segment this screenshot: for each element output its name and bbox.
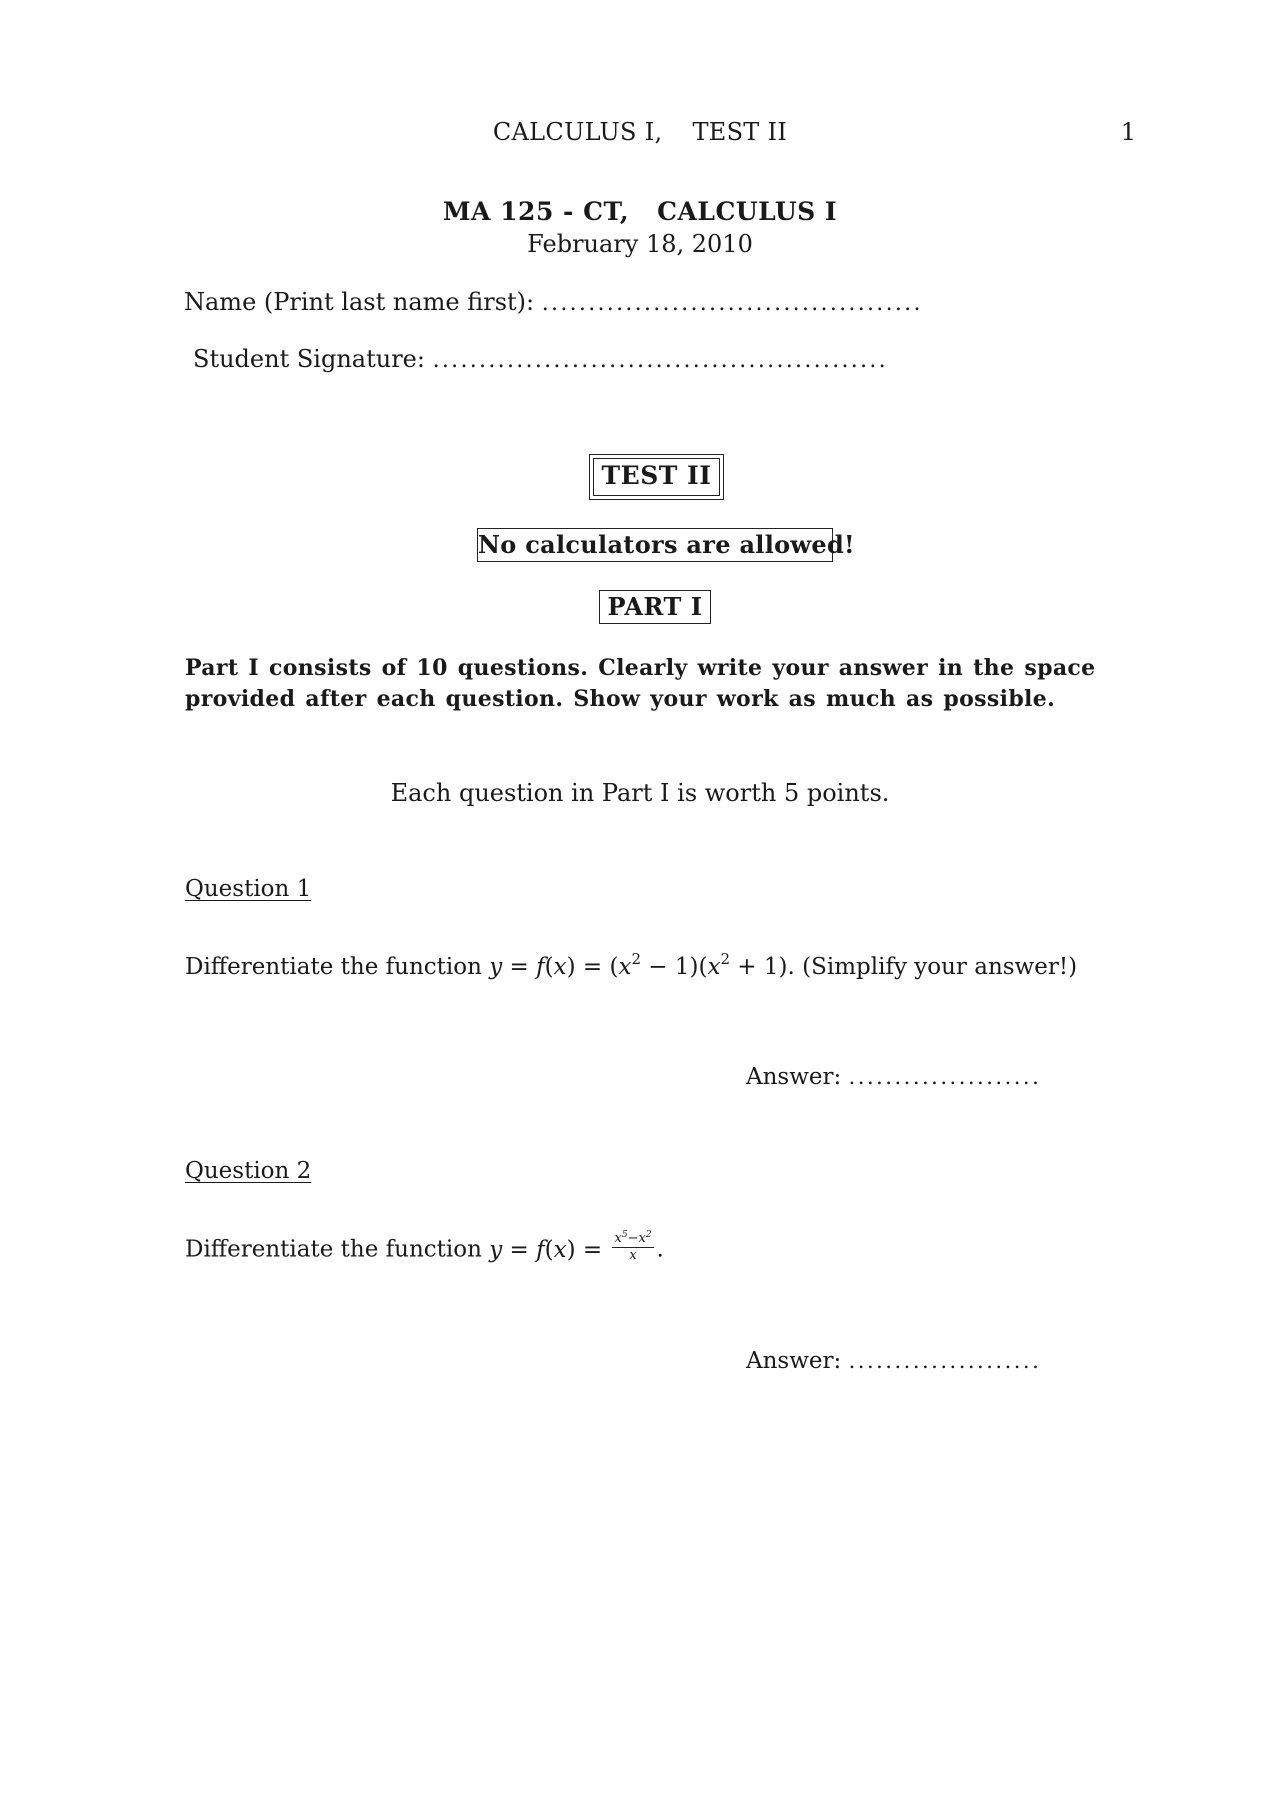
answer-label: Answer: <box>746 1348 842 1374</box>
test-title: TEST II <box>593 458 720 496</box>
name-dotted-line[interactable]: ......................................... <box>541 291 923 316</box>
answer-label: Answer: <box>746 1064 842 1090</box>
question-2-text <box>185 1230 664 1266</box>
part-label: PART I <box>599 590 711 624</box>
question-1-formula: $y = f(x) = (x^2 - 1)(x^2 + 1)$ <box>489 950 788 980</box>
signature-label: Student Signature: <box>193 345 425 373</box>
answer-dotted-line[interactable]: ..................... <box>848 1349 1042 1373</box>
calculator-notice: No calculators are allowed! <box>477 528 833 562</box>
question-2-formula: y = f(x) = $\frac{x^5-x^2}{x}$ <box>489 1230 652 1263</box>
fraction: $\frac{x^5-x^2}{x}$ <box>614 1230 652 1263</box>
question-1-heading: Question 1 <box>185 876 312 902</box>
question-1-prompt: Differentiate the function <box>185 954 482 980</box>
question-1-answer[interactable] <box>746 1064 1041 1090</box>
course-code: MA 125 - CT, <box>442 197 630 226</box>
course-title <box>0 197 1280 226</box>
question-1-suffix: . (Simplify your answer!) <box>787 954 1078 980</box>
running-header <box>0 118 1280 146</box>
exam-date: February 18, 2010 <box>527 230 753 258</box>
points-note: Each question in Part I is worth 5 points. <box>390 779 890 807</box>
page-number: 1 <box>1120 118 1136 146</box>
running-title-left: CALCULUS I, <box>492 118 663 146</box>
answer-dotted-line[interactable]: ..................... <box>848 1065 1042 1089</box>
name-field[interactable] <box>184 288 923 316</box>
test-title-box <box>589 454 724 500</box>
course-name: CALCULUS I <box>657 197 838 226</box>
name-label: Name (Print last name first): <box>184 288 535 316</box>
question-2-heading: Question 2 <box>185 1158 312 1184</box>
question-2-suffix: . <box>656 1236 664 1263</box>
running-title-right: TEST II <box>692 118 788 146</box>
question-2-answer[interactable] <box>746 1348 1041 1374</box>
signature-dotted-line[interactable]: ................................................. <box>432 348 888 373</box>
question-2-prompt: Differentiate the function <box>185 1236 482 1263</box>
signature-field[interactable] <box>193 345 888 373</box>
part-instructions: Part I consists of 10 questions. Clearly write your answer in the space provided after each question. Show your work as much as possible. <box>185 655 1096 712</box>
question-1-text <box>185 950 1078 980</box>
